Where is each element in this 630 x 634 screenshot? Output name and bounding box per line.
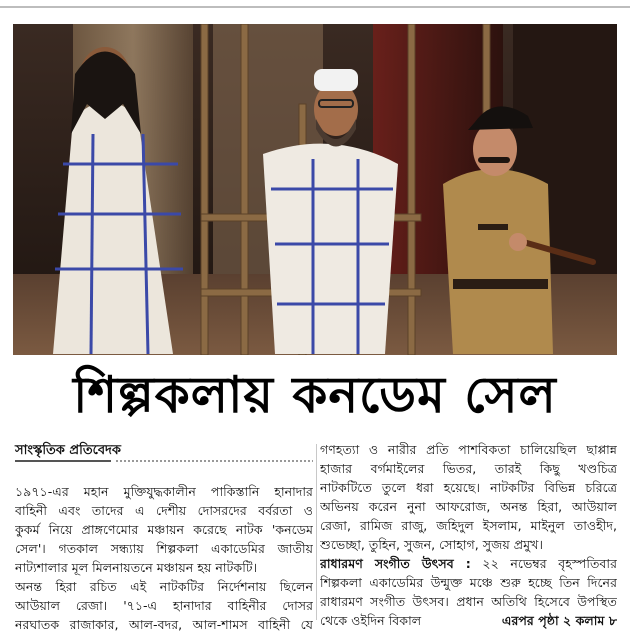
left-column bbox=[15, 440, 313, 634]
body-line: শুভেচ্ছা, তুহিন, সুজন, সোহাগ, সুজয় প্রমুখ। bbox=[320, 537, 543, 552]
festival-line bbox=[320, 554, 617, 573]
column-divider bbox=[316, 444, 317, 620]
byline-rule bbox=[15, 460, 111, 462]
body-line: নাটকটিতে তুলে ধরা হয়েছে। নাটকটির বিভিন্ন চরিত্রে bbox=[320, 480, 617, 495]
byline: সাংস্কৃতিক প্রতিবেদক bbox=[15, 443, 121, 458]
body-line: অভিনয় করেন নুনা আফরোজ, অনন্ত হিরা, আউয়াল bbox=[320, 499, 617, 514]
body-line: বাহিনী এবং তাদের এ দেশীয় দোসরদের বর্বরতা ও bbox=[15, 503, 313, 518]
festival-text: ২২ নভেম্বর বৃহস্পতিবার bbox=[482, 556, 617, 571]
body-line: আউয়াল রেজা। '৭১-এ হানাদার বাহিনীর দোসর bbox=[15, 598, 313, 613]
body-line: থেকে ওইদিন বিকাল bbox=[320, 613, 422, 628]
body-line: রেজা, রামিজ রাজু, জহিদুল ইসলাম, মাইনুল তাওহীদ, bbox=[320, 518, 617, 533]
dotted-rule bbox=[115, 460, 313, 462]
body-line: নাট্যশালার মূল মিলনায়তনে মঞ্চায়ন হয় নাটকটি। bbox=[15, 560, 258, 575]
body-line: অনন্ত হিরা রচিত এই নাটকটির নির্দেশনায় ছিলেন bbox=[15, 579, 313, 594]
continued-link[interactable]: এরপর পৃষ্ঠা ২ কলাম ৮ bbox=[501, 613, 617, 628]
top-rule bbox=[0, 6, 630, 8]
festival-subhead: রাধারমণ সংগীত উৎসব : bbox=[320, 556, 471, 571]
stage-photo bbox=[13, 24, 617, 355]
body-line: কুকর্ম নিয়ে প্রাঙ্গণেমোর মঞ্চায়ন করেছে নাটক 'কনডেম bbox=[15, 522, 313, 537]
body-line: সেল'। গতকাল সন্ধ্যায় শিল্পকলা একাডেমির জাতীয় bbox=[15, 541, 313, 556]
right-column bbox=[320, 440, 617, 630]
body-line: নরঘাতক রাজাকার, আল-বদর, আল-শামস বাহিনী যে bbox=[15, 617, 313, 632]
body-line: ১৯৭১-এর মহান মুক্তিযুদ্ধকালীন পাকিস্তানি হানাদার bbox=[15, 484, 313, 499]
last-line bbox=[320, 611, 617, 630]
body-line: শিল্পকলা একাডেমির উন্মুক্ত মঞ্চে শুরু হচ্ছে তিন দিনের bbox=[320, 575, 617, 590]
left-body bbox=[15, 482, 313, 634]
body-line: গণহত্যা ও নারীর প্রতি পাশবিকতা চালিয়েছিল ছাপ্পান্ন bbox=[320, 442, 617, 457]
body-line: রাধারমণ সংগীত উৎসব। প্রধান অতিথি হিসেবে উপস্থিত bbox=[320, 594, 617, 609]
body-line: হাজার বর্গমাইলের ভিতর, তারই কিছু খণ্ডচিত্র bbox=[320, 461, 617, 476]
headline: শিল্পকলায় কনডেম সেল bbox=[73, 365, 557, 424]
